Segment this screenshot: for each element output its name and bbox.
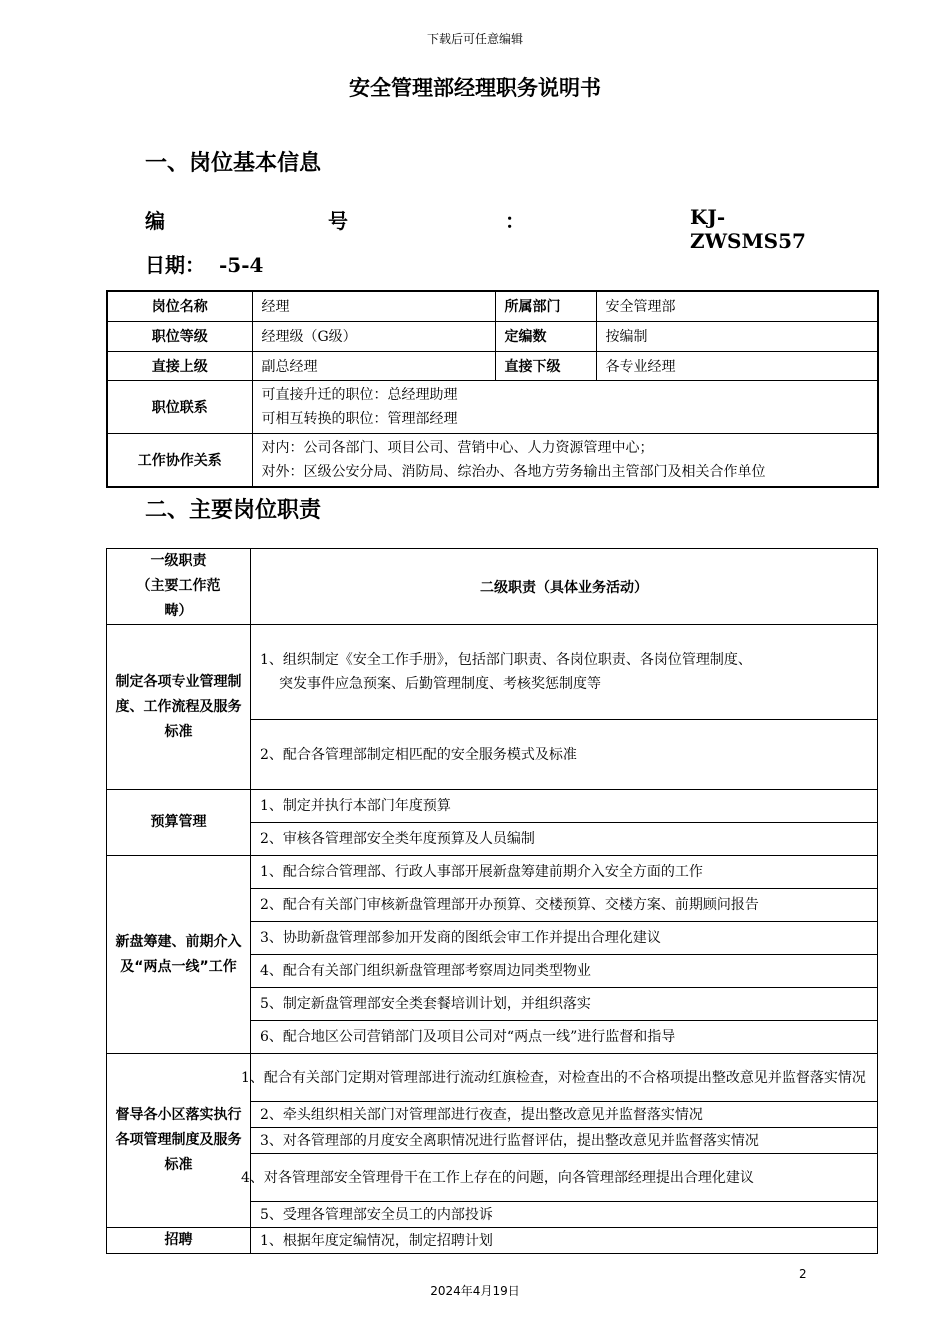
code-value: KJ-ZWSMS57	[690, 205, 806, 253]
duty-row	[107, 1228, 878, 1254]
info-row	[107, 321, 878, 351]
duty-group-recruitment: 招聘	[107, 1228, 251, 1254]
duty-item: 1、配合综合管理部、行政人事部开展新盘筹建前期介入安全方面的工作	[251, 856, 878, 889]
cooperation-line: 对外：区级公安分局、消防局、综治办、各地方劳务输出主管部门及相关合作单位	[261, 463, 766, 480]
department-label: 所属部门	[495, 291, 596, 321]
grade-label: 职位等级	[107, 321, 252, 351]
duty-item: 2、牵头组织相关部门对管理部进行夜查，提出整改意见并监督落实情况	[251, 1102, 878, 1128]
info-row	[107, 291, 878, 321]
duty-item: 5、制定新盘管理部安全类套餐培训计划，并组织落实	[251, 988, 878, 1021]
contact-line: 可直接升迁的职位：总经理助理	[261, 386, 458, 403]
quota-label: 定编数	[495, 321, 596, 351]
grade-value: 经理级（G级）	[252, 321, 495, 351]
subordinate-label: 直接下级	[495, 351, 596, 380]
duty-group-new-project: 新盘筹建、前期介入及“两点一线”工作	[107, 856, 251, 1054]
duty-item: 6、配合地区公司营销部门及项目公司对“两点一线”进行监督和指导	[251, 1021, 878, 1054]
duty-item: 2、配合有关部门审核新盘管理部开办预算、交楼预算、交楼方案、前期顾问报告	[251, 889, 878, 922]
position-code-line	[145, 205, 807, 253]
duty-item: 1、组织制定《安全工作手册》，包括部门职责、各岗位职责、各岗位管理制度、 突发事件应急预案、后勤管理制度、考核奖惩制度等	[251, 625, 878, 720]
basic-info-table	[106, 290, 879, 488]
duty-item: 2、审核各管理部安全类年度预算及人员编制	[251, 823, 878, 856]
contact-label: 职位联系	[107, 380, 252, 433]
date-value: -5-4	[219, 253, 264, 277]
cooperation-label: 工作协作关系	[107, 433, 252, 487]
duties-table	[106, 548, 878, 1254]
date-label: 日期：	[145, 253, 205, 277]
cooperation-line: 对内：公司各部门、项目公司、营销中心、人力资源管理中心；	[261, 439, 654, 456]
date-line	[145, 249, 263, 278]
code-colon: ：	[505, 209, 525, 233]
duty-group-budget: 预算管理	[107, 790, 251, 856]
info-row	[107, 351, 878, 380]
duty-item: 5、受理各管理部安全员工的内部投诉	[251, 1202, 878, 1228]
duty-header-row	[107, 549, 878, 625]
contact-line: 可相互转换的职位：管理部经理	[261, 410, 458, 427]
contact-value	[252, 380, 878, 433]
duty-row	[107, 625, 878, 720]
level2-header: 二级职责（具体业务活动）	[251, 549, 878, 625]
duty-item: 1、配合有关部门定期对管理部进行流动红旗检查，对检查出的不合格项提出整改意见并监督落实情况	[251, 1054, 878, 1102]
superior-value: 副总经理	[252, 351, 495, 380]
post-name-value: 经理	[252, 291, 495, 321]
duty-group-regulations: 制定各项专业管理制度、工作流程及服务标准	[107, 625, 251, 790]
duty-item: 1、根据年度定编情况，制定招聘计划	[251, 1228, 878, 1254]
info-row	[107, 380, 878, 433]
duty-item: 4、配合有关部门组织新盘管理部考察周边同类型物业	[251, 955, 878, 988]
cooperation-value	[252, 433, 878, 487]
header-note: 下载后可任意编辑	[426, 32, 523, 46]
duty-item: 1、制定并执行本部门年度预算	[251, 790, 878, 823]
duty-item: 3、协助新盘管理部参加开发商的图纸会审工作并提出合理化建议	[251, 922, 878, 955]
document-title: 安全管理部经理职务说明书	[349, 76, 601, 100]
duty-item: 2、配合各管理部制定相匹配的安全服务模式及标准	[251, 720, 878, 790]
section-heading-duties: 二、主要岗位职责	[145, 498, 322, 523]
post-name-label: 岗位名称	[107, 291, 252, 321]
section-heading-basic-info: 一、岗位基本信息	[145, 151, 322, 176]
duty-row	[107, 856, 878, 889]
page-number: 2	[799, 1267, 807, 1281]
duty-group-supervision: 督导各小区落实执行各项管理制度及服务标准	[107, 1054, 251, 1228]
duty-item: 3、对各管理部的月度安全离职情况进行监督评估，提出整改意见并监督落实情况	[251, 1128, 878, 1154]
duty-row	[107, 1054, 878, 1102]
code-label-char-2: 号	[328, 209, 348, 233]
quota-value: 按编制	[596, 321, 878, 351]
footer-date: 2024年4月19日	[430, 1284, 520, 1298]
department-value: 安全管理部	[596, 291, 878, 321]
subordinate-value: 各专业经理	[596, 351, 878, 380]
duty-item: 4、对各管理部安全管理骨干在工作上存在的问题，向各管理部经理提出合理化建议	[251, 1154, 878, 1202]
superior-label: 直接上级	[107, 351, 252, 380]
duty-row	[107, 790, 878, 823]
info-row	[107, 433, 878, 487]
level1-header: 一级职责 （主要工作范 畴）	[107, 549, 251, 625]
code-label-char-1: 编	[145, 209, 165, 233]
